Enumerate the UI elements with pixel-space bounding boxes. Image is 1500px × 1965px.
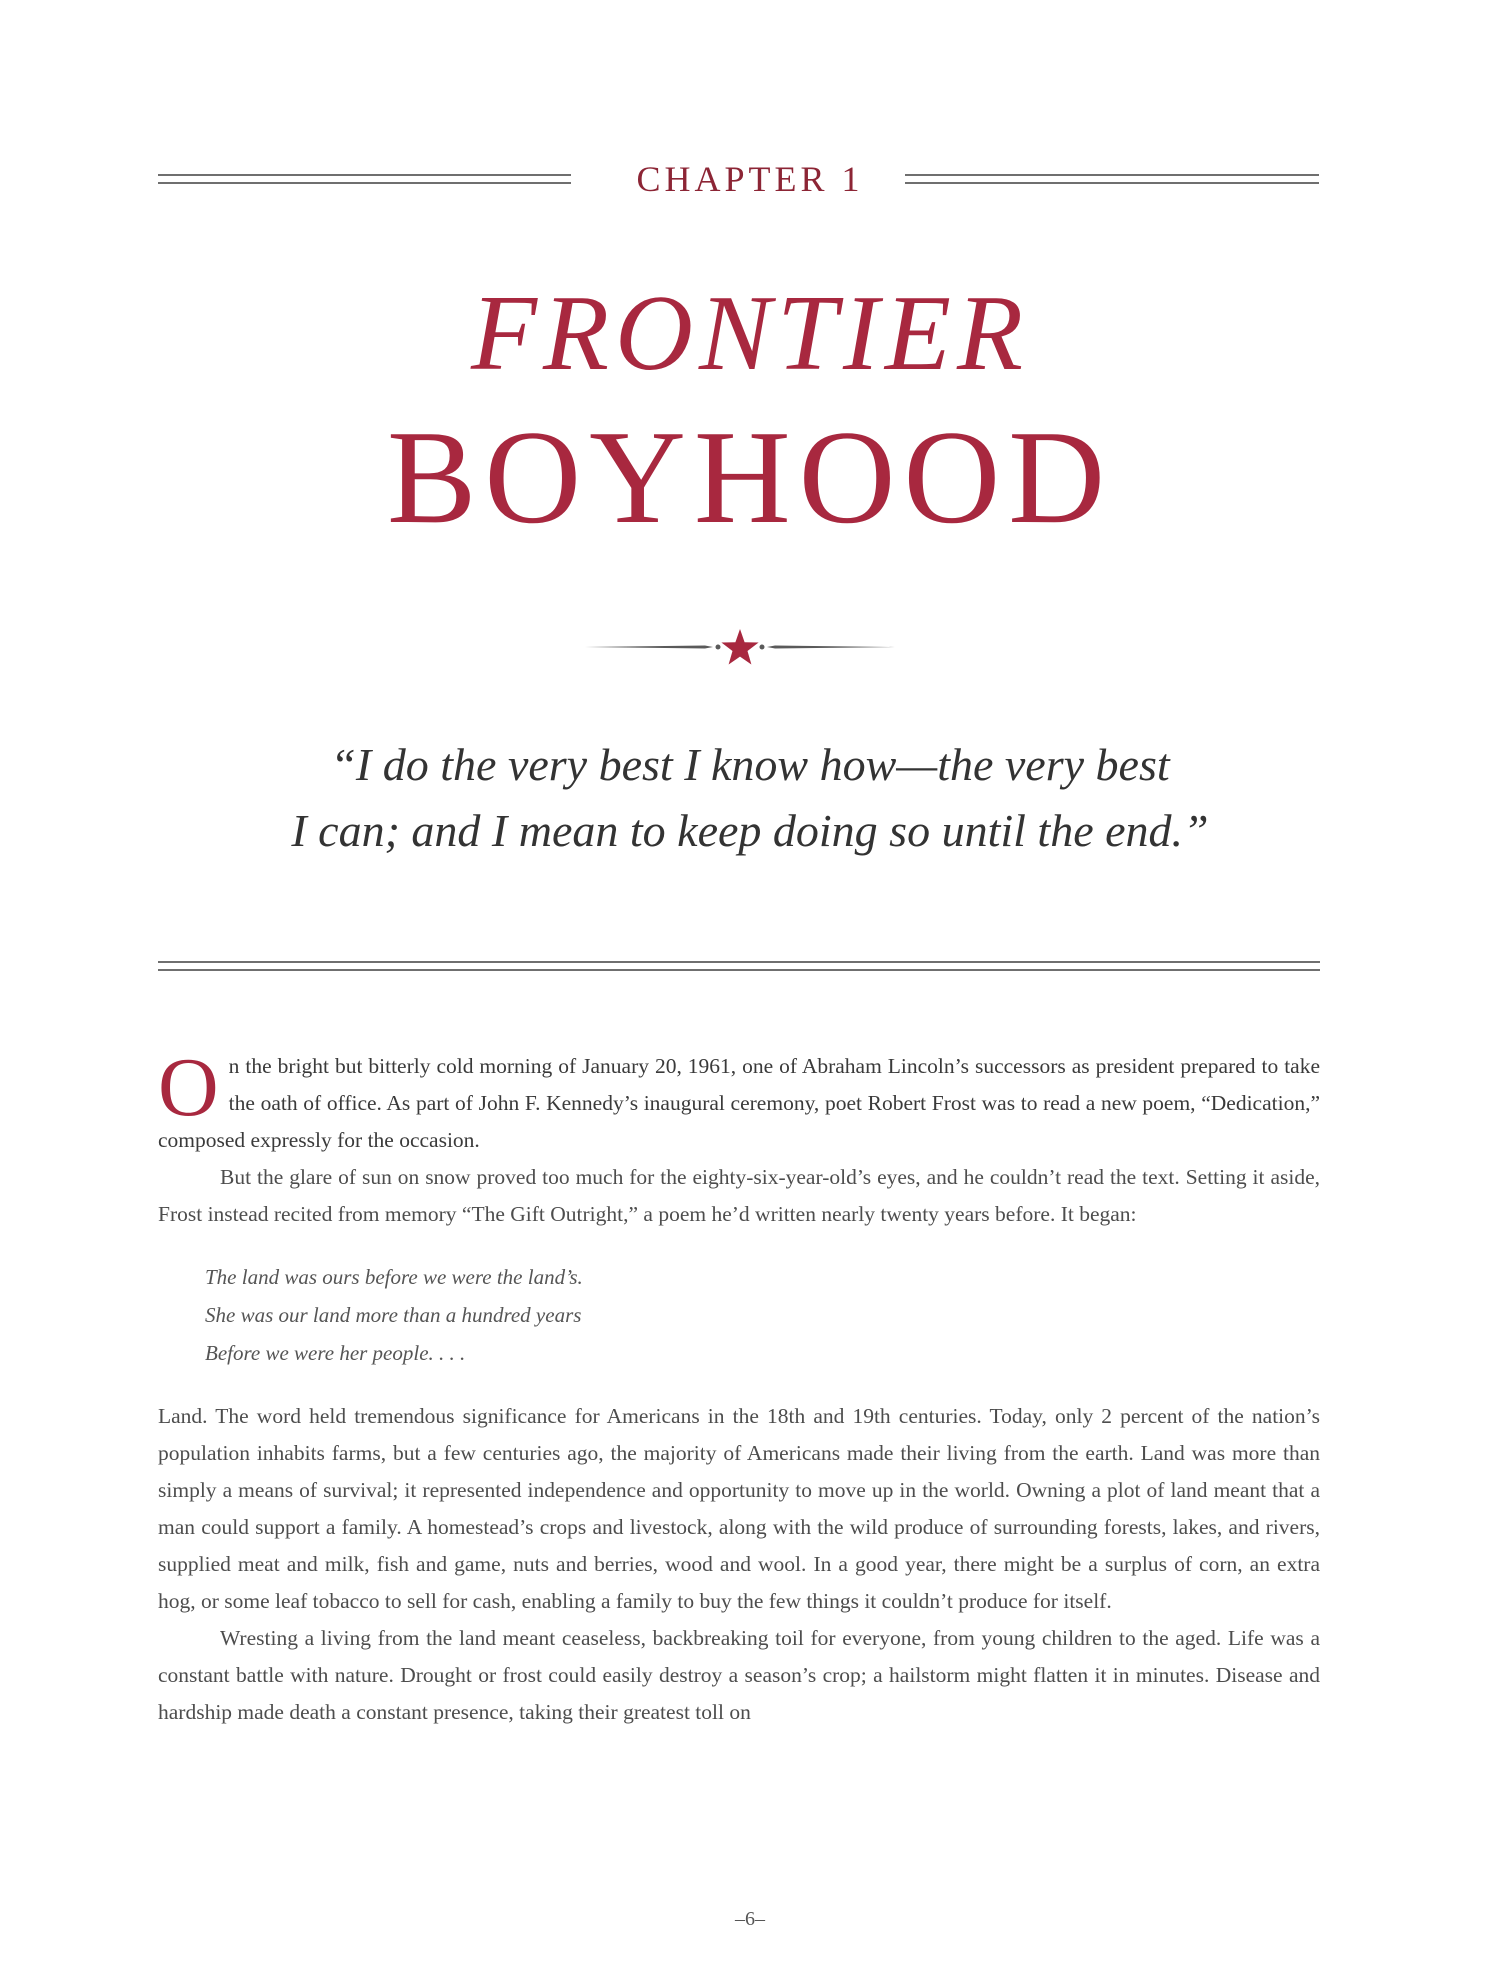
epigraph-line: “I do the very best I know how—the very best: [330, 739, 1170, 790]
page-number: –6–: [735, 1908, 765, 1930]
section-divider-rule: [158, 961, 1320, 971]
ornament-right-line: [760, 645, 896, 650]
body-text: [158, 1041, 1320, 1731]
paragraph: Land. The word held tremendous significance for Americans in the 18th and 19th centuries. Today, only 2 percent of the nation’s population inhabits farms, but a few centuries ago, the majority of Americans made their living from the earth. Land was more than simply a means of survival; it represented independence and opportunity to move up in the world. Owning a plot of land meant that a man could support a family. A homestead’s crops and livestock, along with the wild produce of surrounding forests, lakes, and rivers, supplied meat and milk, fish and game, nuts and berries, wood and wool. In a good year, there might be a surplus of corn, an extra hog, or some leaf tobacco to sell for cash, enabling a family to buy the few things it couldn’t produce for itself.: [158, 1404, 1320, 1613]
chapter-rule-right: [905, 174, 1319, 184]
ornament-left-line: [585, 645, 721, 650]
poem-line: The land was ours before we were the land’s.: [205, 1265, 583, 1289]
paragraph: Wresting a living from the land meant ceaseless, backbreaking toil for everyone, from young children to the aged. Life was a constant battle with nature. Drought or frost could easily destroy a season’s crop; a hailstorm might flatten it in minutes. Disease and hardship made death a constant presence, taking their greatest toll on: [158, 1626, 1320, 1724]
poem-line: She was our land more than a hundred years: [205, 1303, 582, 1327]
paragraph-text: n the bright but bitterly cold morning of January 20, 1961, one of Abraham Lincoln’s successors as president prepared to take the oath of office. As part of John F. Kennedy’s inaugural ceremony, poet Robert Frost was to read a new poem, “Dedication,” composed expressly for the occasion.: [158, 1054, 1320, 1152]
paragraph: [158, 1041, 1320, 1159]
epigraph-line: I can; and I mean to keep doing so until the end.”: [291, 805, 1209, 856]
poem-excerpt: [205, 1258, 1320, 1372]
star-icon: [721, 629, 758, 665]
paragraph: But the glare of sun on snow proved too much for the eighty-six-year-old’s eyes, and he couldn’t read the text. Setting it aside, Frost instead recited from memory “The Gift Outright,” a poem he’d written nearly twenty years before. It began:: [158, 1165, 1320, 1226]
poem-line: Before we were her people. . . .: [205, 1341, 466, 1365]
chapter-label: CHAPTER 1: [636, 159, 864, 199]
chapter-title-line1: FRONTIER: [471, 274, 1029, 393]
star-ornament: [585, 625, 895, 669]
epigraph-quote: [0, 732, 1500, 864]
drop-cap: O: [158, 1041, 219, 1134]
chapter-title-line2: BOYHOOD: [387, 403, 1113, 551]
